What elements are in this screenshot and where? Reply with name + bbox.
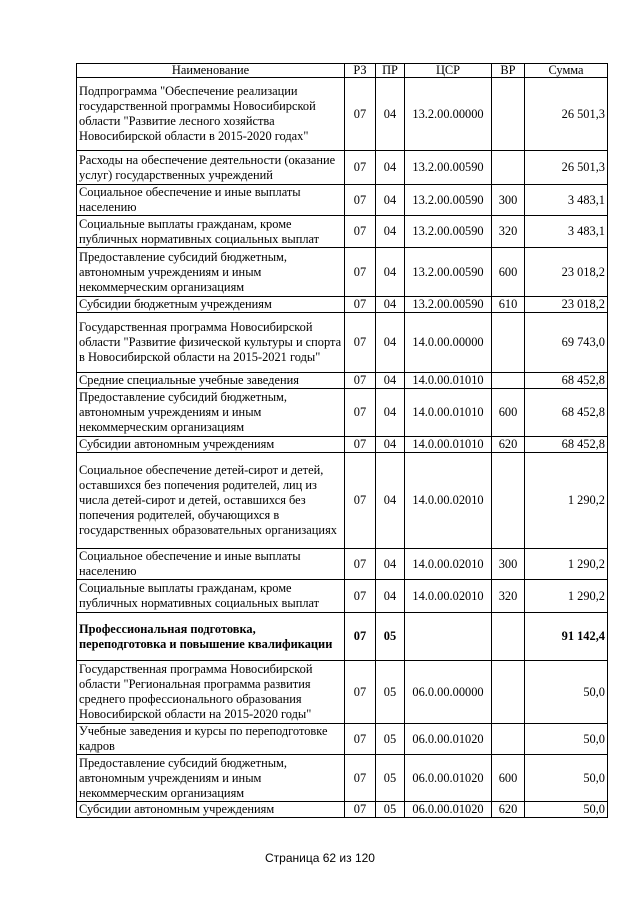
cell-csr: 14.0.00.01010 — [405, 437, 492, 453]
cell-sum: 69 743,0 — [525, 313, 608, 373]
cell-vr: 600 — [492, 389, 525, 437]
cell-sum: 26 501,3 — [525, 78, 608, 151]
header-name: Наименование — [77, 64, 345, 78]
cell-name: Социальные выплаты гражданам, кроме публичных нормативных социальных выплат — [77, 580, 345, 613]
table-row — [77, 185, 608, 216]
cell-rz: 07 — [345, 297, 376, 313]
cell-sum: 3 483,1 — [525, 216, 608, 248]
cell-pr: 05 — [376, 724, 405, 755]
cell-pr: 04 — [376, 313, 405, 373]
cell-pr: 05 — [376, 802, 405, 818]
cell-sum: 68 452,8 — [525, 437, 608, 453]
cell-sum: 3 483,1 — [525, 185, 608, 216]
cell-name: Государственная программа Новосибирской области "Региональная программа развития среднего профессионального образования Новосибирской области на 2015-2020 годы" — [77, 661, 345, 724]
cell-name: Субсидии бюджетным учреждениям — [77, 297, 345, 313]
cell-pr: 04 — [376, 580, 405, 613]
cell-pr: 04 — [376, 216, 405, 248]
cell-sum: 23 018,2 — [525, 248, 608, 297]
cell-csr: 13.2.00.00000 — [405, 78, 492, 151]
cell-name: Предоставление субсидий бюджетным, автономным учреждениям и иным некоммерческим организациям — [77, 248, 345, 297]
cell-name: Социальное обеспечение и иные выплаты населению — [77, 185, 345, 216]
cell-pr: 04 — [376, 549, 405, 580]
cell-name: Субсидии автономным учреждениям — [77, 437, 345, 453]
cell-name: Субсидии автономным учреждениям — [77, 802, 345, 818]
cell-vr — [492, 724, 525, 755]
cell-vr: 620 — [492, 437, 525, 453]
cell-pr: 04 — [376, 437, 405, 453]
cell-name: Подпрограмма "Обеспечение реализации государственной программы Новосибирской области "Развитие лесного хозяйства Новосибирской области в 2015-2020 годах" — [77, 78, 345, 151]
cell-csr: 13.2.00.00590 — [405, 216, 492, 248]
cell-pr: 04 — [376, 453, 405, 549]
header-sum: Сумма — [525, 64, 608, 78]
cell-rz: 07 — [345, 248, 376, 297]
cell-vr: 320 — [492, 216, 525, 248]
cell-vr: 300 — [492, 185, 525, 216]
cell-pr: 04 — [376, 389, 405, 437]
cell-csr: 06.0.00.01020 — [405, 802, 492, 818]
header-rz: РЗ — [345, 64, 376, 78]
cell-vr — [492, 373, 525, 389]
cell-name: Социальное обеспечение и иные выплаты населению — [77, 549, 345, 580]
cell-rz: 07 — [345, 313, 376, 373]
table-row — [77, 373, 608, 389]
cell-pr: 04 — [376, 248, 405, 297]
cell-sum: 50,0 — [525, 802, 608, 818]
budget-table — [76, 63, 608, 818]
cell-rz: 07 — [345, 437, 376, 453]
cell-csr: 14.0.00.01010 — [405, 389, 492, 437]
cell-csr: 06.0.00.01020 — [405, 724, 492, 755]
cell-sum: 50,0 — [525, 724, 608, 755]
cell-rz: 07 — [345, 549, 376, 580]
cell-rz: 07 — [345, 580, 376, 613]
cell-rz: 07 — [345, 802, 376, 818]
cell-vr: 600 — [492, 755, 525, 802]
table-row — [77, 549, 608, 580]
cell-vr: 610 — [492, 297, 525, 313]
cell-csr: 06.0.00.01020 — [405, 755, 492, 802]
table-row — [77, 661, 608, 724]
cell-vr: 300 — [492, 549, 525, 580]
cell-sum: 1 290,2 — [525, 580, 608, 613]
cell-sum: 26 501,3 — [525, 151, 608, 185]
cell-vr — [492, 151, 525, 185]
cell-pr: 04 — [376, 78, 405, 151]
cell-sum: 1 290,2 — [525, 453, 608, 549]
cell-csr — [405, 613, 492, 661]
cell-sum: 1 290,2 — [525, 549, 608, 580]
cell-pr: 05 — [376, 661, 405, 724]
cell-pr: 04 — [376, 185, 405, 216]
cell-csr: 13.2.00.00590 — [405, 297, 492, 313]
table-row — [77, 389, 608, 437]
cell-csr: 14.0.00.02010 — [405, 453, 492, 549]
table-row — [77, 248, 608, 297]
table-row — [77, 580, 608, 613]
cell-pr: 04 — [376, 297, 405, 313]
cell-name: Расходы на обеспечение деятельности (оказание услуг) государственных учреждений — [77, 151, 345, 185]
cell-name: Социальное обеспечение детей-сирот и детей, оставшихся без попечения родителей, лиц из числа детей-сирот и детей, оставшихся без попечения родителей, обучающихся в государственных образовательных организациях — [77, 453, 345, 549]
table-row — [77, 755, 608, 802]
table-row — [77, 453, 608, 549]
cell-rz: 07 — [345, 661, 376, 724]
page-number: Страница 62 из 120 — [265, 851, 375, 865]
cell-rz: 07 — [345, 373, 376, 389]
cell-csr: 14.0.00.00000 — [405, 313, 492, 373]
cell-pr: 05 — [376, 613, 405, 661]
cell-sum: 91 142,4 — [525, 613, 608, 661]
table-header-row — [77, 64, 608, 78]
table-row — [77, 216, 608, 248]
cell-csr: 13.2.00.00590 — [405, 151, 492, 185]
cell-name: Социальные выплаты гражданам, кроме публичных нормативных социальных выплат — [77, 216, 345, 248]
header-vr: ВР — [492, 64, 525, 78]
cell-csr: 13.2.00.00590 — [405, 248, 492, 297]
table-row — [77, 78, 608, 151]
cell-csr: 14.0.00.02010 — [405, 580, 492, 613]
cell-vr — [492, 78, 525, 151]
cell-sum: 23 018,2 — [525, 297, 608, 313]
cell-csr: 13.2.00.00590 — [405, 185, 492, 216]
cell-vr: 320 — [492, 580, 525, 613]
cell-rz: 07 — [345, 724, 376, 755]
cell-rz: 07 — [345, 755, 376, 802]
cell-sum: 68 452,8 — [525, 373, 608, 389]
cell-sum: 50,0 — [525, 755, 608, 802]
table-row — [77, 724, 608, 755]
table-row — [77, 151, 608, 185]
table-row — [77, 802, 608, 818]
cell-vr: 600 — [492, 248, 525, 297]
header-pr: ПР — [376, 64, 405, 78]
header-csr: ЦСР — [405, 64, 492, 78]
cell-sum: 50,0 — [525, 661, 608, 724]
cell-rz: 07 — [345, 613, 376, 661]
cell-pr: 05 — [376, 755, 405, 802]
cell-name: Предоставление субсидий бюджетным, автономным учреждениям и иным некоммерческим организациям — [77, 389, 345, 437]
cell-csr: 14.0.00.01010 — [405, 373, 492, 389]
cell-pr: 04 — [376, 151, 405, 185]
cell-rz: 07 — [345, 151, 376, 185]
cell-name: Предоставление субсидий бюджетным, автономным учреждениям и иным некоммерческим организациям — [77, 755, 345, 802]
cell-vr — [492, 613, 525, 661]
cell-vr — [492, 313, 525, 373]
cell-pr: 04 — [376, 373, 405, 389]
cell-sum: 68 452,8 — [525, 389, 608, 437]
cell-name: Профессиональная подготовка, переподготовка и повышение квалификации — [77, 613, 345, 661]
cell-csr: 06.0.00.00000 — [405, 661, 492, 724]
cell-rz: 07 — [345, 453, 376, 549]
cell-rz: 07 — [345, 185, 376, 216]
table-row — [77, 297, 608, 313]
table-row — [77, 313, 608, 373]
table-row — [77, 437, 608, 453]
cell-vr — [492, 661, 525, 724]
cell-vr: 620 — [492, 802, 525, 818]
cell-rz: 07 — [345, 389, 376, 437]
cell-name: Государственная программа Новосибирской области "Развитие физической культуры и спорта в Новосибирской области на 2015-2021 годы" — [77, 313, 345, 373]
cell-csr: 14.0.00.02010 — [405, 549, 492, 580]
table-row — [77, 613, 608, 661]
cell-vr — [492, 453, 525, 549]
cell-name: Учебные заведения и курсы по переподготовке кадров — [77, 724, 345, 755]
cell-name: Средние специальные учебные заведения — [77, 373, 345, 389]
cell-rz: 07 — [345, 216, 376, 248]
cell-rz: 07 — [345, 78, 376, 151]
